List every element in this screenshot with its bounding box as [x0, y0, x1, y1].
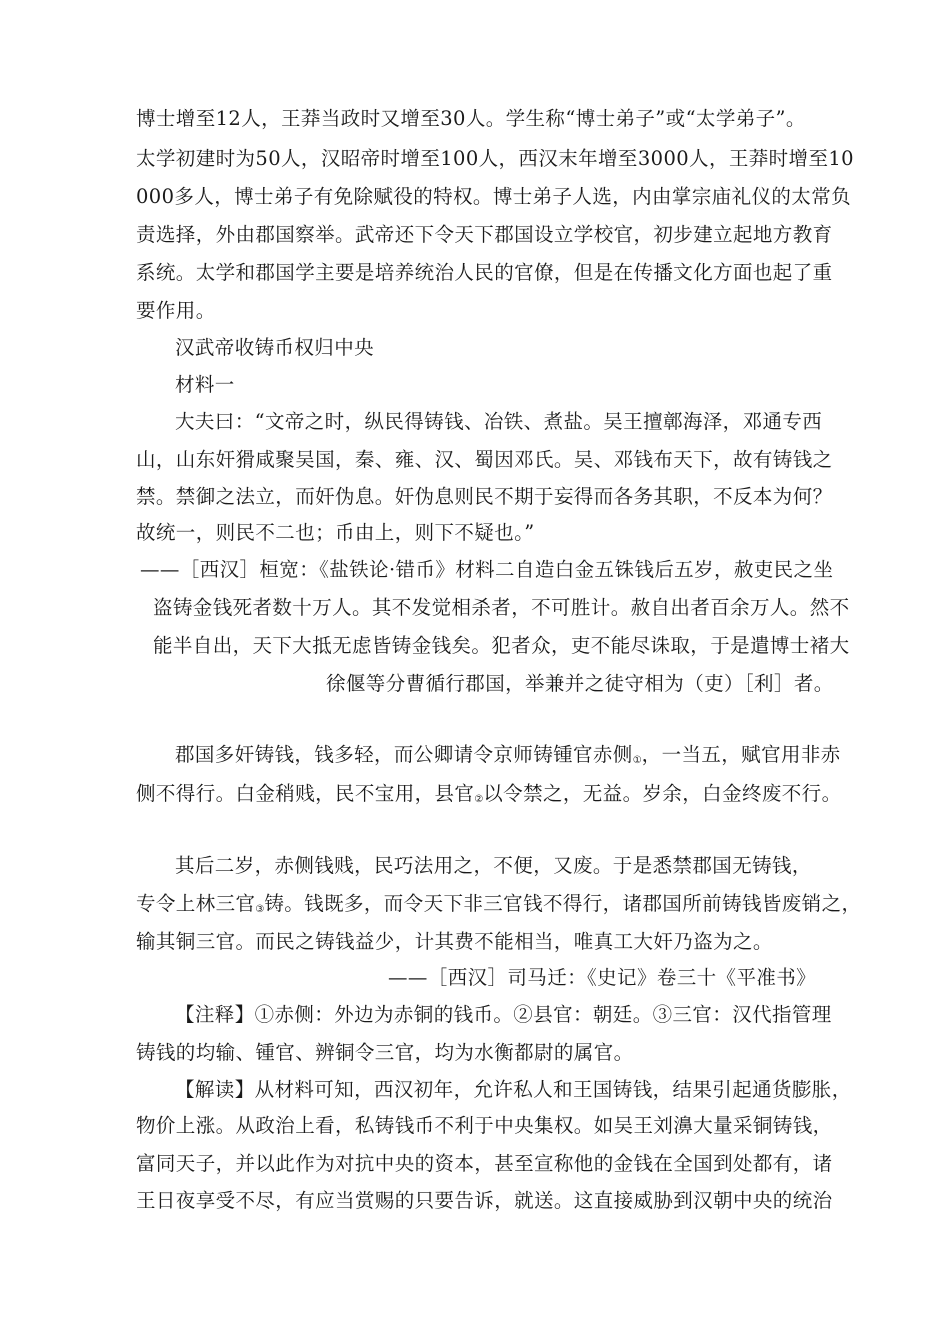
- note-marker: ①: [632, 755, 642, 766]
- citation-line: ——［西汉］桓宽：《盐铁论·错币》材料二自造白金五铢钱后五岁，赦吏民之坐: [140, 558, 834, 581]
- note-line: 【注释】①赤侧：外边为赤铜的钱币。②县官：朝廷。③三官：汉代指管理: [175, 1003, 832, 1026]
- text-line: 盗铸金钱死者数十万人。其不发觉相杀者，不可胜计。赦自出者百余万人。然不: [153, 596, 850, 619]
- text-line: 太学初建时为50人，汉昭帝时增至100人，西汉末年增至3000人，王莽时增至10: [136, 147, 854, 170]
- note-marker: ③: [255, 904, 265, 915]
- text-line: 博士增至12人，王莽当政时又增至30人。学生称“博士弟子”或“太学弟子”。: [136, 107, 806, 130]
- note-line: 铸钱的均输、锺官、辨铜令三官，均为水衡都尉的属官。: [136, 1041, 634, 1064]
- text-line: 系统。太学和郡国学主要是培养统治人民的官僚，但是在传播文化方面也起了重: [136, 261, 833, 284]
- text-line: 徐偃等分曹循行郡国，举兼并之徒守相为（吏）［利］者。: [326, 672, 834, 695]
- text-line: 故统一，则民不二也；币由上，则下不疑也。”: [136, 521, 535, 544]
- text-line: 专令上林三官$_③$铸。钱既多，而令天下非三官钱不得行，诸郡国所前铸钱皆废销之，: [136, 892, 862, 915]
- text-line: 要作用。: [136, 299, 216, 322]
- material-label: 材料一: [175, 373, 235, 396]
- text-line: 责选择，外由郡国察举。武帝还下令天下郡国设立学校官，初步建立起地方教育: [136, 223, 833, 246]
- text-line: 大夫曰：“文帝之时，纵民得铸钱、冶铁、煮盐。吴王擅鄣海泽，邓通专西: [175, 410, 823, 433]
- text-line: 侧不得行。白金稍贱，民不宝用，县官$_②$以令禁之，无益。岁余，白金终废不行。: [136, 782, 842, 805]
- text-line: 郡国多奸铸钱，钱多轻，而公卿请令京师铸锺官赤侧$_①$，一当五，赋官用非赤: [175, 743, 841, 766]
- commentary-line: 王日夜享受不尽，有应当赏赐的只要告诉，就送。这直接威胁到汉朝中央的统治: [136, 1189, 833, 1212]
- text-line: 禁。禁御之法立，而奸伪息。奸伪息则民不期于妄得而各务其职，不反本为何？: [136, 485, 833, 508]
- citation-line: ——［西汉］司马迁：《史记》卷三十《平准书》: [388, 966, 817, 989]
- commentary-line: 富同天子，并以此作为对抗中央的资本，甚至宣称他的金钱在全国到处都有，诸: [136, 1152, 833, 1175]
- text-line: 输其铜三官。而民之铸钱益少，计其费不能相当，唯真工大奸乃盗为之。: [136, 930, 773, 953]
- note-marker: ②: [474, 794, 484, 805]
- commentary-line: 物价上涨。从政治上看，私铸钱币不利于中央集权。如吴王刘濞大量采铜铸钱，: [136, 1114, 833, 1137]
- text-line: 其后二岁，赤侧钱贱，民巧法用之，不便，又废。于是悉禁郡国无铸钱，: [175, 854, 812, 877]
- commentary-line: 【解读】从材料可知，西汉初年，允许私人和王国铸钱，结果引起通货膨胀，: [175, 1078, 852, 1101]
- text-line: 000多人，博士弟子有免除赋役的特权。博士弟子人选，内由掌宗庙礼仪的太常负: [136, 185, 852, 208]
- text-line: 山，山东奸猾咸聚吴国，秦、雍、汉、蜀因邓氏。吴、邓钱布天下，故有铸钱之: [136, 448, 833, 471]
- section-heading: 汉武帝收铸币权归中央: [175, 336, 375, 359]
- text-line: 能半自出，天下大抵无虑皆铸金钱矣。犯者众，吏不能尽诛取，于是遣博士褚大: [153, 634, 850, 657]
